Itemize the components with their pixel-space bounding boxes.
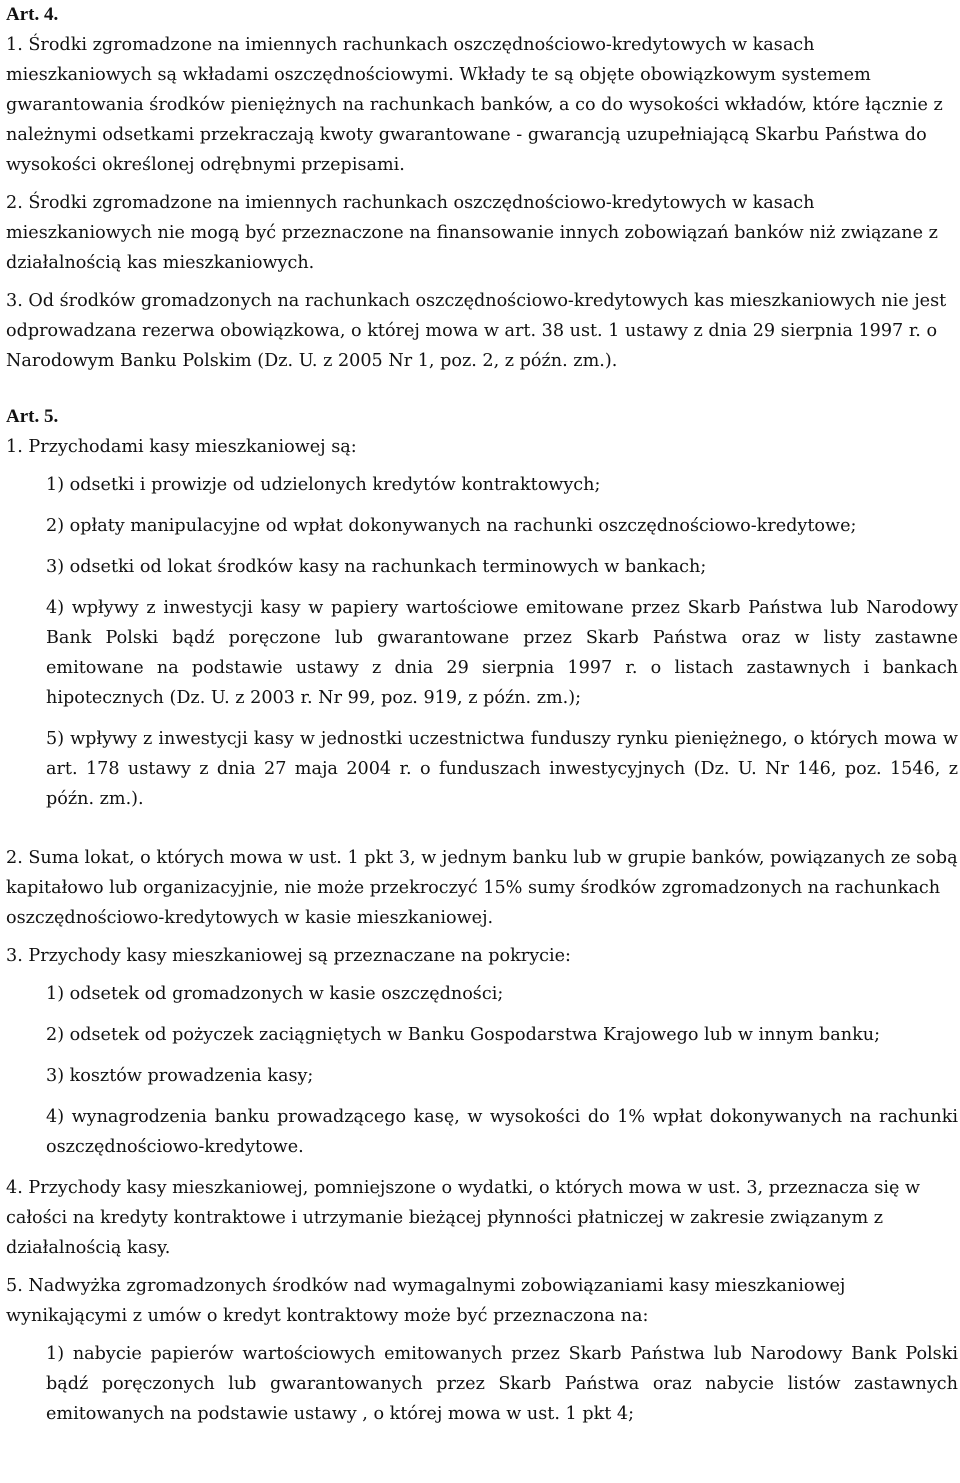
article-4-heading: Art. 4.	[6, 4, 59, 25]
list-item: 1) odsetek od gromadzonych w kasie oszczędności;	[46, 984, 504, 1004]
list-item: 1) nabycie papierów wartościowych emitowanych przez Skarb Państwa lub Narodowy Bank Polski bądź poręczonych lub gwarantowanych przez Skarb Państwa oraz nabycie listów zastawnych emitowanych na podstawie ustawy , o której mowa w ust. 1 pkt 4;	[46, 1344, 958, 1424]
article-5-paragraph-2: 2. Suma lokat, o których mowa w ust. 1 pkt 3, w jednym banku lub w grupie banków, powiązanych ze sobą kapitałowo lub organizacyjnie, nie może przekroczyć 15% sumy środków zgromadzonych na rachunkach oszczędnościowo-kredytowych w kasie mieszkaniowej.	[6, 848, 958, 928]
section-spacer	[6, 384, 958, 402]
list-item: 4) wynagrodzenia banku prowadzącego kasę, w wysokości do 1% wpłat dokonywanych na rachunki oszczędnościowo-kredytowe.	[46, 1107, 958, 1157]
section-spacer	[6, 825, 958, 843]
list-item: 5) wpływy z inwestycji kasy w jednostki uczestnictwa funduszy rynku pieniężnego, o których mowa w art. 178 ustawy z dnia 27 maja 2004 r. o funduszach inwestycyjnych (Dz. U. Nr 146, poz. 1546, z późn. zm.).	[46, 729, 958, 809]
list-item: 3) odsetki od lokat środków kasy na rachunkach terminowych w bankach;	[46, 557, 707, 577]
list-item: 3) kosztów prowadzenia kasy;	[46, 1066, 314, 1086]
article-5-paragraph-3: 3. Przychody kasy mieszkaniowej są przeznaczane na pokrycie:	[6, 946, 571, 966]
article-4-paragraph-2: 2. Środki zgromadzone na imiennych rachunkach oszczędnościowo-kredytowych w kasach mieszkaniowych nie mogą być przeznaczone na finansowanie innych zobowiązań banków niż związane z działalnością kas mieszkaniowych.	[6, 193, 938, 273]
article-5-paragraph-4: 4. Przychody kasy mieszkaniowej, pomniejszone o wydatki, o których mowa w ust. 3, przeznacza się w całości na kredyty kontraktowe i utrzymanie bieżącej płynności płatniczej w zakresie związanym z działalnością kasy.	[6, 1178, 921, 1258]
list-item: 1) odsetki i prowizje od udzielonych kredytów kontraktowych;	[46, 475, 601, 495]
article-4-paragraph-1: 1. Środki zgromadzone na imiennych rachunkach oszczędnościowo-kredytowych w kasach mieszkaniowych są wkładami oszczędnościowymi. Wkłady te są objęte obowiązkowym systemem gwarantowania środków pieniężnych na rachunkach banków, a co do wysokości wkładów, które łącznie z należnymi odsetkami przekraczają kwoty gwarantowane - gwarancją uzupełniającą Skarbu Państwa do wysokości określonej odrębnymi przepisami.	[6, 35, 943, 175]
article-5-paragraph-1: 1. Przychodami kasy mieszkaniowej są:	[6, 437, 357, 457]
article-5-paragraph-3-list	[6, 979, 958, 1162]
article-5-paragraph-5: 5. Nadwyżka zgromadzonych środków nad wymagalnymi zobowiązaniami kasy mieszkaniowej wynikającymi z umów o kredyt kontraktowy może być przeznaczona na:	[6, 1276, 846, 1326]
list-item: 2) odsetek od pożyczek zaciągniętych w Banku Gospodarstwa Krajowego lub w innym banku;	[46, 1025, 881, 1045]
list-item: 2) opłaty manipulacyjne od wpłat dokonywanych na rachunki oszczędnościowo-kredytowe;	[46, 516, 857, 536]
article-5-heading: Art. 5.	[6, 406, 59, 427]
article-4-paragraph-3: 3. Od środków gromadzonych na rachunkach oszczędnościowo-kredytowych kas mieszkaniowych nie jest odprowadzana rezerwa obowiązkowa, o której mowa w art. 38 ust. 1 ustawy z dnia 29 sierpnia 1997 r. o Narodowym Banku Polskim (Dz. U. z 2005 Nr 1, poz. 2, z późn. zm.).	[6, 291, 947, 371]
article-5-paragraph-1-list	[6, 470, 958, 814]
list-item: 4) wpływy z inwestycji kasy w papiery wartościowe emitowane przez Skarb Państwa lub Narodowy Bank Polski bądź poręczone lub gwarantowane przez Skarb Państwa oraz w listy zastawne emitowane na podstawie ustawy z dnia 29 sierpnia 1997 r. o listach zastawnych i bankach hipotecznych (Dz. U. z 2003 r. Nr 99, poz. 919, z późn. zm.);	[46, 598, 958, 708]
article-5-paragraph-5-list	[6, 1339, 958, 1429]
